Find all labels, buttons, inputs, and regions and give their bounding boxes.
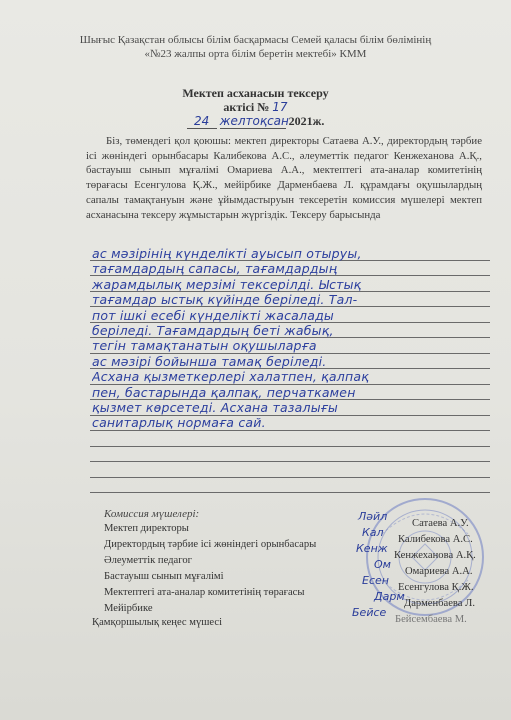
ruled-line [90, 461, 490, 462]
member-role: Қамқоршылық кеңес мүшесі [92, 617, 223, 628]
commission-heading: Комиссия мүшелері: [104, 508, 200, 520]
act-prefix: актісі № [223, 100, 270, 114]
member-name: Дарменбаева Л. [404, 598, 475, 609]
member-role: Бастауыш сынып мұғалімі [104, 571, 224, 582]
handwritten-line: тегін тамақтанатын оқушыларға [92, 338, 317, 354]
member-signature: Кенж [356, 542, 388, 555]
handwritten-line: тағамдардың сапасы, тағамдардың [92, 261, 338, 277]
date-day: 24 [187, 114, 217, 129]
date-year: 2021ж. [288, 114, 325, 128]
member-signature: Есен [362, 574, 389, 587]
ruled-line [90, 477, 490, 478]
handwritten-line: беріледі. Тағамдардың беті жабық, [92, 323, 334, 339]
member-name: Есенгулова Қ.Ж. [398, 582, 474, 593]
act-number: 17 [272, 100, 288, 114]
member-signature: Кал [362, 526, 384, 539]
member-name: Бейсембаева М. [395, 614, 467, 625]
date-month: желтоқсан [219, 114, 289, 128]
act-number-line [0, 100, 511, 115]
ruled-line [90, 492, 490, 493]
handwritten-line: пен, бастарында қалпақ, перчаткамен [92, 384, 356, 400]
org-header-line2: «№23 жалпы орта білім беретін мектебі» КММ [144, 48, 367, 60]
member-signature: Ом [374, 558, 391, 571]
handwritten-line: жарамдылық мерзімі тексерілді. Ыстық [92, 276, 362, 292]
member-signature: Дарм [374, 590, 405, 603]
handwritten-line: пот ішкі есебі күнделікті жасалады [92, 307, 334, 323]
intro-paragraph: Біз, төмендегі қол қоюшы: мектеп директоры Сатаева А.У., директордың тәрбие ісі жөніндегі орынбасары Калибекова А.С., әлеуметтік педагог Кенжеханова А.Қ., бастауыш сынып мұғалімі Омариева А.А., мектептегі ата-аналар комитетінің төрағасы Есенгулова Қ.Ж., мейірбике Дарменбаева Л. құрамдағы оқушылардың сапалы тамақтануын және ұйымдастыруын тексеретін комиссия мүшелері мектеп асханасына тексеру жұмыстарын жүргіздік. Тексеру барысында [86, 135, 482, 221]
member-role: Мектеп директоры [104, 523, 189, 534]
handwritten-line: қызмет көрсетеді. Асхана тазалығы [92, 400, 338, 416]
member-role: Мектептегі ата-аналар комитетінің төрағасы [104, 587, 305, 598]
handwritten-line: санитарлық нормаға сай. [92, 415, 266, 431]
member-role: Директордың тәрбие ісі жөніндегі орынбасары [104, 539, 317, 550]
document-date [0, 114, 511, 129]
member-name: Калибекова А.С. [398, 534, 473, 545]
member-name: Омариева А.А. [405, 566, 473, 577]
handwritten-line: ас мәзірі бойынша тамақ беріледі. [92, 353, 327, 369]
member-role: Әлеуметтік педагог [104, 555, 192, 566]
handwritten-line: Асхана қызметкерлері халатпен, қалпақ [92, 369, 369, 385]
org-header-line1: Шығыс Қазақстан облысы білім басқармасы Семей қаласы білім бөлімінің [79, 34, 432, 46]
handwritten-line: тағамдар ыстық күйінде беріледі. Тал- [92, 292, 358, 308]
member-name: Сатаева А.У. [412, 518, 469, 529]
ruled-line [90, 446, 490, 447]
member-role: Мейірбике [104, 603, 153, 614]
document-title: Мектеп асханасын тексеру [182, 86, 329, 100]
member-name: Кенжеханова А.Қ. [394, 550, 476, 561]
member-signature: Бейсе [352, 606, 387, 619]
member-signature: Ләйл [358, 510, 388, 523]
handwritten-findings [92, 246, 488, 431]
handwritten-line: ас мәзірінің күнделікті ауысып отыруы, [92, 246, 362, 261]
